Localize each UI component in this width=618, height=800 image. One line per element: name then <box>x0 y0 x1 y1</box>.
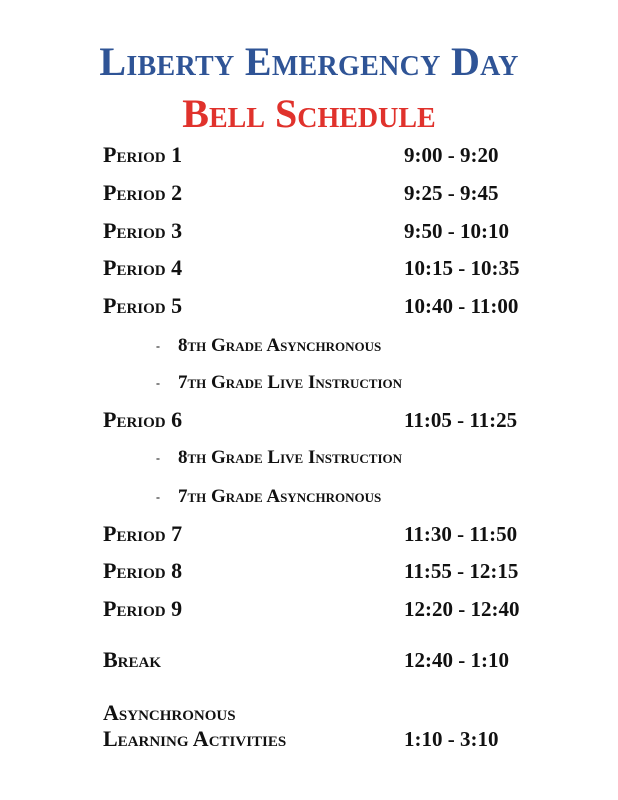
subitem-label: 7th Grade Live Instruction <box>178 372 403 393</box>
period-time: 12:20 - 12:40 <box>404 597 520 621</box>
period-label: Period 6 <box>103 407 183 432</box>
async-time: 1:10 - 3:10 <box>404 727 499 751</box>
schedule-row-period-8 <box>0 558 618 584</box>
async-label <box>103 700 286 752</box>
schedule-row-async-activities <box>0 700 618 752</box>
page-subtitle: Bell Schedule <box>182 91 436 136</box>
period-time: 9:25 - 9:45 <box>404 181 499 205</box>
period-time: 11:30 - 11:50 <box>404 522 518 546</box>
schedule-row-period-5 <box>0 293 618 319</box>
period-time: 10:15 - 10:35 <box>404 256 520 280</box>
period-label: Period 4 <box>103 255 183 280</box>
page-title: Liberty Emergency Day <box>99 39 519 84</box>
period-time: 11:05 - 11:25 <box>404 408 518 432</box>
async-label-line2: Learning Activities <box>103 726 287 751</box>
schedule-row-period-4 <box>0 255 618 281</box>
period-time: 9:50 - 10:10 <box>404 219 509 243</box>
period-label: Period 7 <box>103 521 183 546</box>
period-label: Period 3 <box>103 218 183 243</box>
period-label: Period 9 <box>103 596 183 621</box>
schedule-subitem <box>0 445 618 471</box>
bullet-dash: - <box>156 339 160 353</box>
async-label-line1: Asynchronous <box>103 700 236 725</box>
period-label: Period 1 <box>103 142 183 167</box>
bullet-dash: - <box>156 490 160 504</box>
break-time: 12:40 - 1:10 <box>404 648 509 672</box>
schedule-subitem <box>0 333 618 359</box>
period-time: 9:00 - 9:20 <box>404 143 499 167</box>
break-label: Break <box>103 647 162 672</box>
schedule-row-period-1 <box>0 142 618 168</box>
schedule-subitem <box>0 484 618 510</box>
period-label: Period 8 <box>103 558 183 583</box>
subitem-label: 7th Grade Asynchronous <box>178 486 382 507</box>
bullet-dash: - <box>156 451 160 465</box>
schedule-subitem <box>0 370 618 396</box>
bullet-dash: - <box>156 376 160 390</box>
schedule-row-period-7 <box>0 521 618 547</box>
period-time: 10:40 - 11:00 <box>404 294 519 318</box>
period-label: Period 2 <box>103 180 183 205</box>
schedule-row-period-2 <box>0 180 618 206</box>
subitem-label: 8th Grade Live Instruction <box>178 447 403 468</box>
schedule-row-period-6 <box>0 407 618 433</box>
schedule-row-break <box>0 647 618 673</box>
period-label: Period 5 <box>103 293 183 318</box>
schedule-row-period-9 <box>0 596 618 622</box>
schedule-row-period-3 <box>0 218 618 244</box>
period-time: 11:55 - 12:15 <box>404 559 519 583</box>
subitem-label: 8th Grade Asynchronous <box>178 335 382 356</box>
